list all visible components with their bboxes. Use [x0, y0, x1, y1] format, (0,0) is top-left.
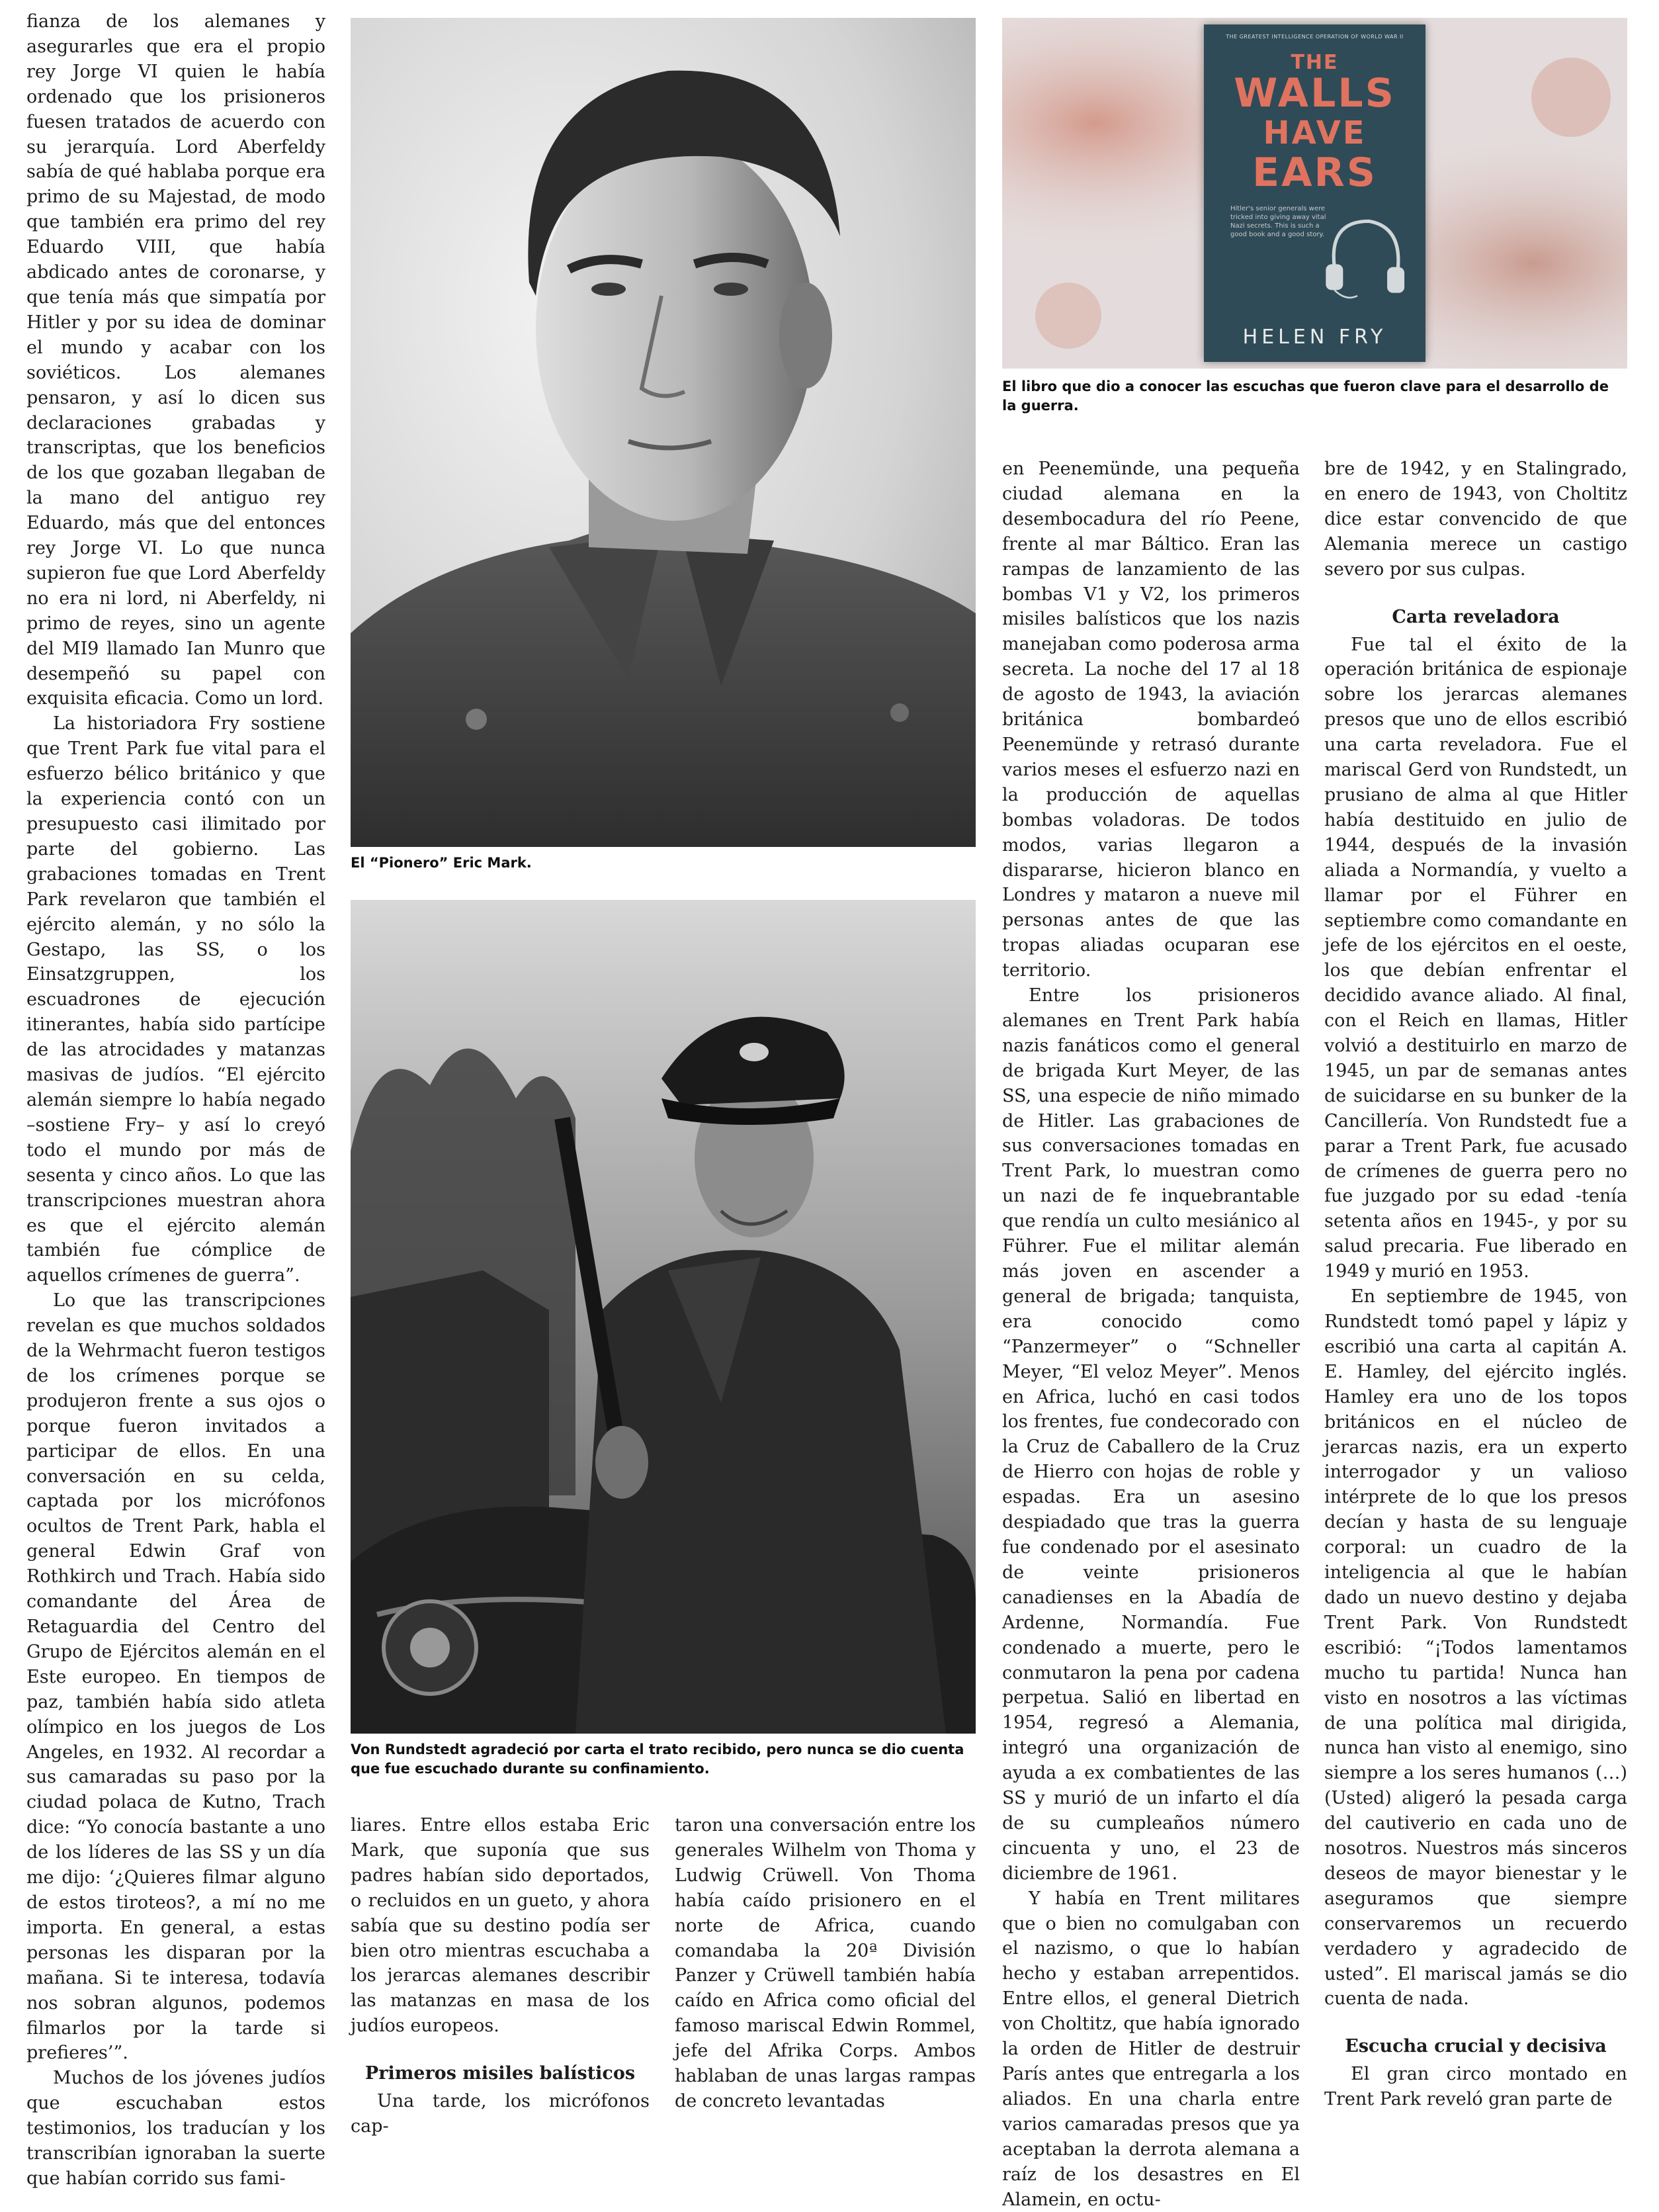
headphones-icon — [1323, 203, 1409, 302]
col1-paragraph-3: Lo que las transcripciones revelan es que muchos soldados de la Wehrmacht fueron testigos de los crímenes porque se produjeron frente a sus ojos o porque fueron invitados a participar de ellos. En una conversación en su celda, captada por los micrófonos ocultos de Trent Park, habla el general Edwin Graf von Rothkirch und Trach. Había sido comandante del Área de Retaguardia del Centro del Grupo de Ejércitos alemán en el Este europeo. En tiempos de paz, también había sido atleta olímpico en los juegos de Los Angeles, en 1932. Al recordar a sus camaradas su paso por la ciudad polaca de Kutno, Trach dice: “Yo conocía bastante a uno de los líderes de las SS y un día me dijo: ‘¿Quieres filmar alguno de estos tiroteos?, a mí no me importa. En general, a estas personas les disparan por la mañana. Si te interesa, todavía nos sobran algunos, podemos filmarlos por la tarde si prefieres’”. — [26, 1290, 325, 2064]
col3-paragraph-1: taron una conversación entre los generales Wilhelm von Thoma y Ludwig Crüwell. Von Thoma había caído prisionero en el norte de Africa, cuando comandaba la 20ª División Panzer y Crüwell también había caído en Africa como oficial del famoso mariscal Edwin Rommel, jefe del Afrika Corps. Ambos hablaban de unas largas rampas de concreto levantadas — [675, 1815, 976, 2111]
subhead-carta-reveladora: Carta reveladora — [1392, 606, 1560, 627]
col2-paragraph-1: liares. Entre ellos estaba Eric Mark, que suponía que sus padres habían sido deportados, o recluidos en un gueto, y ahora sabía que su destino podía ser bien otro mientras escuchaba a los jerarcas alemanes describir las matanzas en masa de los judíos europeos. — [351, 1815, 650, 2037]
col5-paragraph-3: En septiembre de 1945, von Rundstedt tomó papel y lápiz y escribió una carta al capitán A. E. Hamley, del ejército inglés. Hamley era uno de los topos británicos en el núcleo de jerarcas nazis, era un experto interrogador y un valioso intérprete de lo que los presos decían y hasta de su lenguaje corporal: un cuadro de la inteligencia al que le habían dado un nuevo destino y dejaba Trent Park. Von Rundstedt escribió: “¡Todos lamentamos mucho tu partida! Nunca han visto en nosotros a las víctimas de una política mal dirigida, nunca han visto al enemigo, sino siempre a los seres humanos (…) (Usted) aligeró la pesada carga del cautiverio en cada uno de nosotros. Nuestros más sinceros deseos de mayor bienestar y le aseguramos que siempre conservaremos un recuerdo verdadero y agradecido de usted”. El mariscal jamás se dio cuenta de nada. — [1324, 1286, 1627, 2010]
book-cover — [1204, 24, 1425, 362]
book-cover-photo — [1002, 18, 1627, 369]
eric-mark-caption: El “Pionero” Eric Mark. — [351, 855, 532, 871]
book-title-the: THE — [1291, 51, 1339, 74]
col2-paragraph-2: Una tarde, los micrófonos cap- — [351, 2091, 650, 2137]
subhead-primeros-misiles: Primeros misiles balísticos — [364, 2063, 636, 2084]
book-caption: El libro que dio a conocer las escuchas que fueron clave para el desarrollo de la guerra. — [1002, 378, 1609, 414]
col1-paragraph-4: Muchos de los jóvenes judíos que escuchaban estos testimonios, los traducían y los transcribían ignoraban la suerte que habían corrido sus fami- — [26, 2068, 325, 2189]
col4-paragraph-1: en Peenemünde, una pequeña ciudad alemana en la desembocadura del río Peene, frente al mar Báltico. Eran las rampas de lanzamiento de las bombas V1 y V2, los primeros misiles balísticos que los nazis manejaban como poderosa arma secreta. La noche del 17 al 18 de agosto de 1943, la aviación británica bombardeó Peenemünde y retrasó durante varios meses el esfuerzo nazi en la producción de aquellas bombas voladoras. De todos modos, varias llegaron a dispararse, hicieron blanco en Londres y mataron a nueve mil personas antes de que las tropas aliadas ocuparan ese territorio. — [1002, 459, 1300, 981]
book-top-line: THE GREATEST INTELLIGENCE OPERATION OF WORLD WAR II — [1226, 34, 1404, 40]
book-title-walls: WALLS — [1234, 70, 1396, 116]
book-author: HELEN FRY — [1242, 326, 1387, 349]
rundstedt-photo — [351, 900, 976, 1734]
article-column-3 — [675, 1813, 976, 2131]
article-column-4 — [1002, 457, 1300, 2210]
rundstedt-caption: Von Rundstedt agradeció por carta el trato recibido, pero nunca se dio cuenta que fue escuchado durante su confinamiento. — [351, 1742, 964, 1777]
col4-paragraph-3: Y había en Trent militares que o bien no comulgaban con el nazismo, o que lo habían hecho y estaban arrepentidos. Entre ellos, el general Dietrich von Choltitz, que había ignorado la orden de Hitler de destruir París antes que entregarla a los aliados. En una charla entre varios camaradas presos que ya aceptaban la derrota alemana a raíz de los desastres en El Alamein, en octu- — [1002, 1888, 1300, 2210]
book-title-ears: EARS — [1252, 150, 1377, 196]
rundstedt-image — [351, 900, 976, 1734]
col1-paragraph-2: La historiadora Fry sostiene que Trent Park fue vital para el esfuerzo bélico británico y que la experiencia contó con un presupuesto casi ilimitado por parte del gobierno. Las grabaciones tomadas en Trent Park revelaron que también el ejército alemán, y no sólo la Gestapo, las SS, o los Einsatzgruppen, los escuadrones de ejecución itinerantes, había sido partícipe de las atrocidades y matanzas masivas de judíos. “El ejército alemán siempre lo había negado –sostiene Fry– y así lo creyó todo el mundo por más de sesenta y cinco años. Lo que las transcripciones muestran ahora es que el ejército alemán también fue cómplice de aquellos crímenes de guerra”. — [26, 713, 325, 1286]
col5-paragraph-2: Fue tal el éxito de la operación británica de espionaje sobre los jerarcas alemanes presos que uno de ellos escribió una carta reveladora. Fue el mariscal Gerd von Rundstedt, un prusiano de alma al que Hitler había destituido en julio de 1944, después de la invasión aliada a Normandía, y vuelto a llamar por el Führer en septiembre como comandante en jefe de los ejércitos en el oeste, los que debían enfrentar el decidido avance aliado. Al final, con el Reich en llamas, Hitler volvió a destituirlo en marzo de 1945, un par de semanas antes de suicidarse en su bunker de la Cancillería. Von Rundstedt fue a parar a Trent Park, fue acusado de crímenes de guerra pero no fue juzgado por su edad -tenía setenta años en 1945-, y por su salud precaria. Fue liberado en 1949 y murió en 1953. — [1324, 634, 1627, 1282]
subhead-escucha-crucial: Escucha crucial y decisiva — [1345, 2036, 1607, 2057]
book-blurb: Hitler's senior generals were tricked into giving away vital Nazi secrets. This is such a good book and a good story. — [1230, 205, 1326, 238]
col5-paragraph-1: bre de 1942, y en Stalingrado, en enero de 1943, von Choltitz dice estar convencido de que Alemania merece un castigo severo por sus culpas. — [1324, 459, 1627, 580]
eric-mark-portrait — [351, 18, 976, 847]
article-column-2 — [351, 1813, 650, 2137]
book-title-have: HAVE — [1263, 114, 1367, 152]
article-column-1 — [26, 9, 325, 2189]
col4-paragraph-2: Entre los prisioneros alemanes en Trent Park había nazis fanáticos como el general de brigada Kurt Meyer, de las SS, una especie de niño mimado de Hitler. Las grabaciones de sus conversaciones tomadas en Trent Park, lo muestran como un nazi de fe inquebrantable que rendía un culto mesiánico al Führer. Fue el militar alemán más joven en ascender a general de brigada; tanquista, era conocido como “Panzermeyer” o “Schneller Meyer, “El veloz Meyer”. Menos en Africa, luchó en casi todos los frentes, fue condecorado con la Cruz de Caballero de la Cruz de Hierro con hojas de roble y espadas. Era un asesino despiadado que tras la guerra fue condenado por el asesinato de veinte prisioneros canadienses en la Abadía de Ardenne, Normandía. Fue condenado a muerte, pero le conmutaron la pena por cadena perpetua. Salió en libertad en 1954, regresó a Alemania, integró una organización de ayuda a ex combatientes de las SS y murió de un infarto el día de su cumpleaños número cincuenta y uno, el 23 de diciembre de 1961. — [1002, 985, 1300, 1884]
col1-paragraph-1: fianza de los alemanes y asegurarles que era el propio rey Jorge VI quien le había ordenado que los prisioneros fuesen tratados de acuerdo con su jerarquía. Lord Aberfeldy sabía de qué hablaba porque era primo de su Majestad, de modo que también era primo del rey Eduardo VIII, que había abdicado antes de coronarse, y que tenía más que simpatía por Hitler y por su idea de dominar el mundo y acabar con los soviéticos. Los alemanes pensaron, y así lo dicen sus declaraciones grabadas y transcriptas, que los beneficios de los que gozaban llegaban de la mano del antiguo rey Eduardo, más que del entonces rey Jorge VI. Lo que nunca supieron fue que Lord Aberfeldy no era ni lord, ni Aberfeldy, ni primo de reyes, sino un agente del MI9 llamado Ian Munro que desempeñó su papel con exquisita eficacia. Como un lord. — [26, 11, 325, 709]
article-column-5 — [1324, 457, 1627, 2131]
eric-mark-photo — [351, 18, 976, 847]
col5-paragraph-4: El gran circo montado en Trent Park reveló gran parte de — [1324, 2064, 1627, 2110]
